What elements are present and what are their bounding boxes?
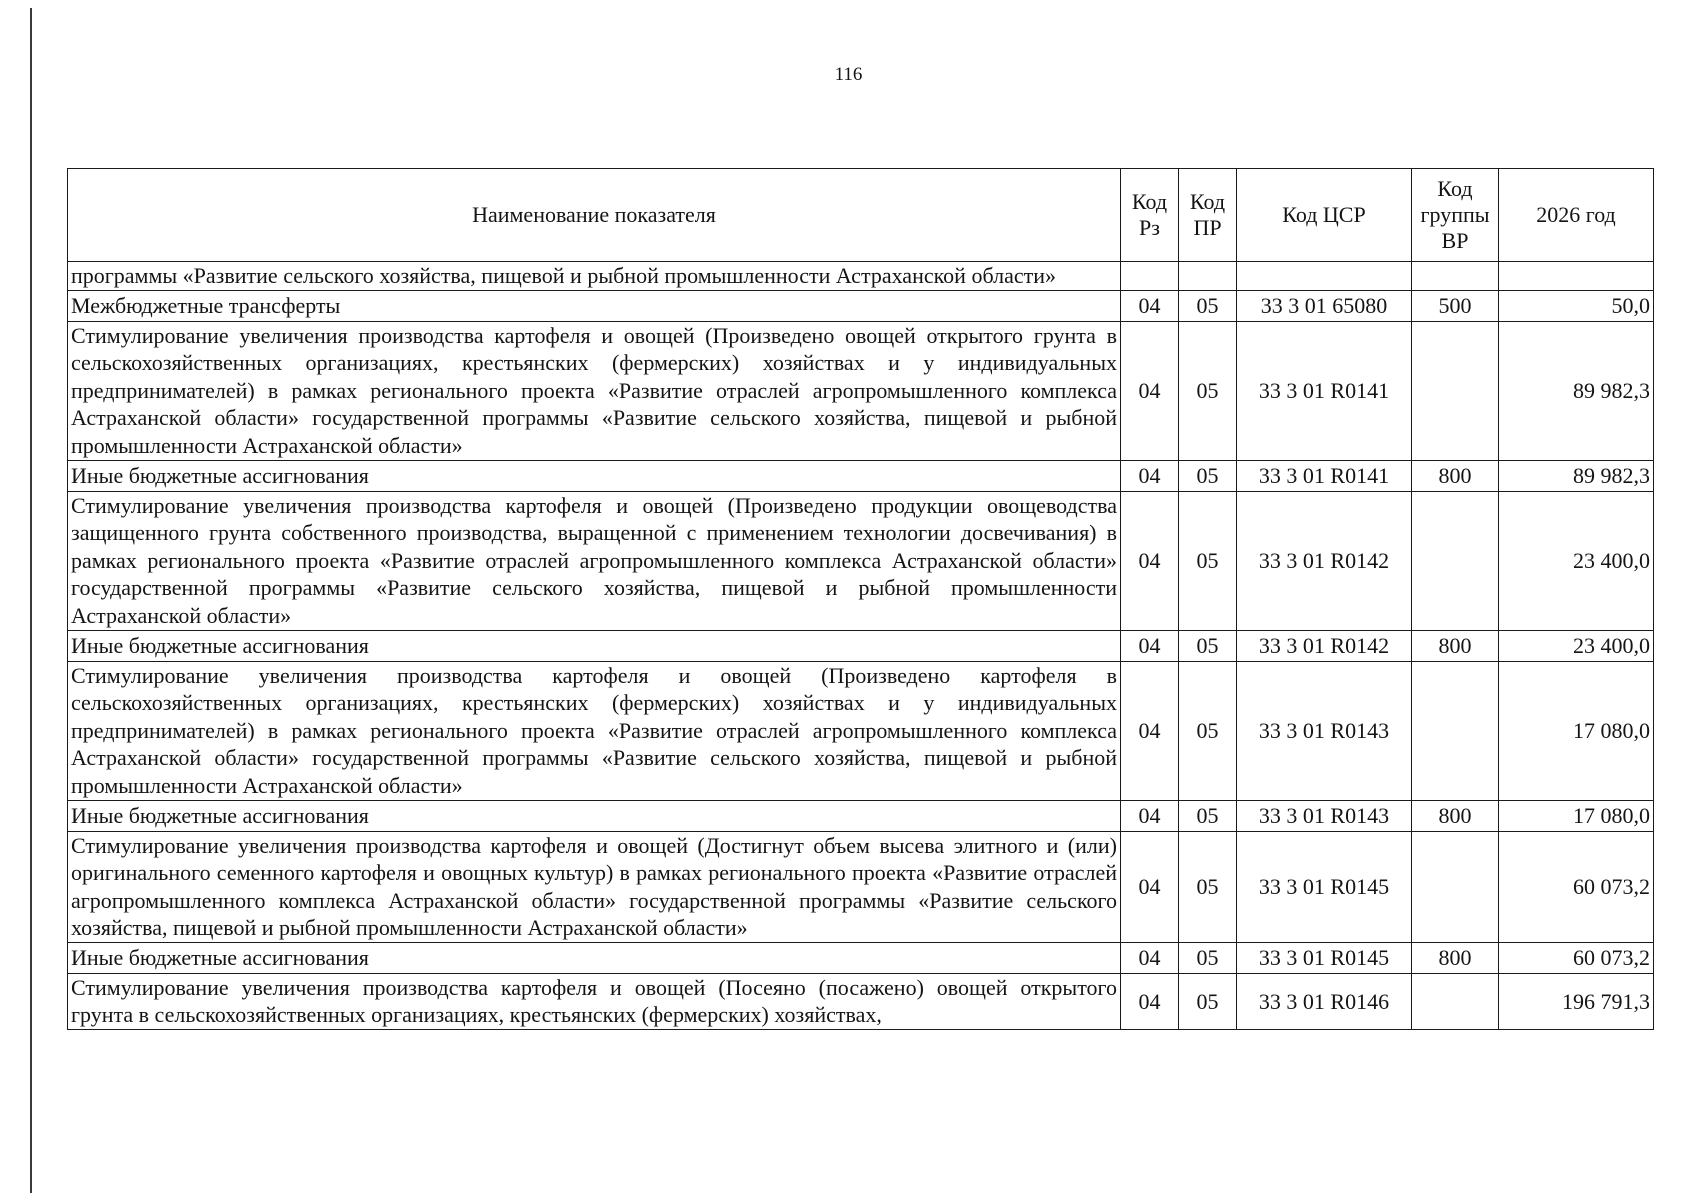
header-csr: Код ЦСР (1237, 169, 1412, 262)
row-amount: 50,0 (1499, 290, 1654, 321)
row-amount: 196 791,3 (1499, 973, 1654, 1029)
row-rz: 04 (1121, 800, 1179, 831)
row-pr: 05 (1179, 460, 1237, 491)
row-name: Стимулирование увеличения производства картофеля и овощей (Произведено продукции овощеводства защищенного грунта собственного производства, выращенной с применением технологии досвечивания) в рамках регионального проекта «Развитие отраслей агропромышленного комплекса Астраханской области» государственной программы «Развитие сельского хозяйства, пищевой и рыбной промышленности Астраханской области» (68, 491, 1121, 630)
row-vr (1412, 661, 1499, 800)
table-row (68, 630, 1654, 661)
row-amount: 23 400,0 (1499, 491, 1654, 630)
row-pr: 05 (1179, 942, 1237, 973)
row-pr: 05 (1179, 831, 1237, 942)
row-csr: 33 3 01 65080 (1237, 290, 1412, 321)
table-row (68, 460, 1654, 491)
table-row (68, 942, 1654, 973)
table-row (68, 973, 1654, 1029)
row-rz: 04 (1121, 942, 1179, 973)
row-vr: 800 (1412, 800, 1499, 831)
header-pr: Код ПР (1179, 169, 1237, 262)
header-rz: Код Рз (1121, 169, 1179, 262)
row-csr: 33 3 01 R0143 (1237, 800, 1412, 831)
row-name: Иные бюджетные ассигнования (68, 942, 1121, 973)
row-amount: 17 080,0 (1499, 800, 1654, 831)
row-vr (1412, 973, 1499, 1029)
row-csr: 33 3 01 R0141 (1237, 321, 1412, 460)
row-pr: 05 (1179, 321, 1237, 460)
row-pr: 05 (1179, 661, 1237, 800)
row-vr (1412, 262, 1499, 291)
row-pr: 05 (1179, 290, 1237, 321)
row-pr: 05 (1179, 800, 1237, 831)
row-rz: 04 (1121, 661, 1179, 800)
header-vr: Код группы ВР (1412, 169, 1499, 262)
table-row (68, 321, 1654, 460)
row-rz: 04 (1121, 491, 1179, 630)
row-name: Иные бюджетные ассигнования (68, 460, 1121, 491)
row-amount: 17 080,0 (1499, 661, 1654, 800)
row-name: Стимулирование увеличения производства картофеля и овощей (Произведено картофеля в сельскохозяйственных организациях, крестьянских (фермерских) хозяйствах и у индивидуальных предпринимателей) в рамках регионального проекта «Развитие отраслей агропромышленного комплекса Астраханской области» государственной программы «Развитие сельского хозяйства, пищевой и рыбной промышленности Астраханской области» (68, 661, 1121, 800)
table-row (68, 831, 1654, 942)
table-row (68, 800, 1654, 831)
row-name: Межбюджетные трансферты (68, 290, 1121, 321)
row-csr: 33 3 01 R0145 (1237, 831, 1412, 942)
row-name: программы «Развитие сельского хозяйства, пищевой и рыбной промышленности Астраханской области» (68, 262, 1121, 291)
row-pr: 05 (1179, 630, 1237, 661)
table-row (68, 290, 1654, 321)
row-pr (1179, 262, 1237, 291)
header-name: Наименование показателя (68, 169, 1121, 262)
row-amount: 60 073,2 (1499, 942, 1654, 973)
row-vr (1412, 321, 1499, 460)
row-amount: 89 982,3 (1499, 460, 1654, 491)
page-number: 116 (834, 64, 863, 85)
row-rz: 04 (1121, 831, 1179, 942)
scan-edge-line (30, 8, 32, 1193)
row-csr (1237, 262, 1412, 291)
row-csr: 33 3 01 R0142 (1237, 491, 1412, 630)
row-name: Иные бюджетные ассигнования (68, 800, 1121, 831)
row-csr: 33 3 01 R0145 (1237, 942, 1412, 973)
row-amount: 60 073,2 (1499, 831, 1654, 942)
row-rz: 04 (1121, 460, 1179, 491)
row-rz: 04 (1121, 973, 1179, 1029)
table-header-row (68, 169, 1654, 262)
row-amount (1499, 262, 1654, 291)
row-name: Стимулирование увеличения производства картофеля и овощей (Посеяно (посажено) овощей открытого грунта в сельскохозяйственных организациях, крестьянских (фермерских) хозяйствах, (68, 973, 1121, 1029)
row-name: Стимулирование увеличения производства картофеля и овощей (Произведено овощей открытого грунта в сельскохозяйственных организациях, крестьянских (фермерских) хозяйствах и у индивидуальных предпринимателей) в рамках регионального проекта «Развитие отраслей агропромышленного комплекса Астраханской области» государственной программы «Развитие сельского хозяйства, пищевой и рыбной промышленности Астраханской области» (68, 321, 1121, 460)
row-rz: 04 (1121, 321, 1179, 460)
row-rz (1121, 262, 1179, 291)
row-csr: 33 3 01 R0143 (1237, 661, 1412, 800)
row-csr: 33 3 01 R0141 (1237, 460, 1412, 491)
row-csr: 33 3 01 R0146 (1237, 973, 1412, 1029)
row-vr: 500 (1412, 290, 1499, 321)
row-pr: 05 (1179, 973, 1237, 1029)
row-vr: 800 (1412, 460, 1499, 491)
row-vr: 800 (1412, 942, 1499, 973)
row-rz: 04 (1121, 630, 1179, 661)
row-vr: 800 (1412, 630, 1499, 661)
row-vr (1412, 491, 1499, 630)
row-csr: 33 3 01 R0142 (1237, 630, 1412, 661)
row-pr: 05 (1179, 491, 1237, 630)
budget-table (67, 168, 1654, 1030)
row-vr (1412, 831, 1499, 942)
header-year: 2026 год (1499, 169, 1654, 262)
row-name: Иные бюджетные ассигнования (68, 630, 1121, 661)
row-amount: 89 982,3 (1499, 321, 1654, 460)
row-name: Стимулирование увеличения производства картофеля и овощей (Достигнут объем высева элитного и (или) оригинального семенного картофеля и овощных культур) в рамках регионального проекта «Развитие отраслей агропромышленного комплекса Астраханской области» государственной программы «Развитие сельского хозяйства, пищевой и рыбной промышленности Астраханской области» (68, 831, 1121, 942)
table-row (68, 262, 1654, 291)
table-row (68, 491, 1654, 630)
row-rz: 04 (1121, 290, 1179, 321)
table-row (68, 661, 1654, 800)
row-amount: 23 400,0 (1499, 630, 1654, 661)
